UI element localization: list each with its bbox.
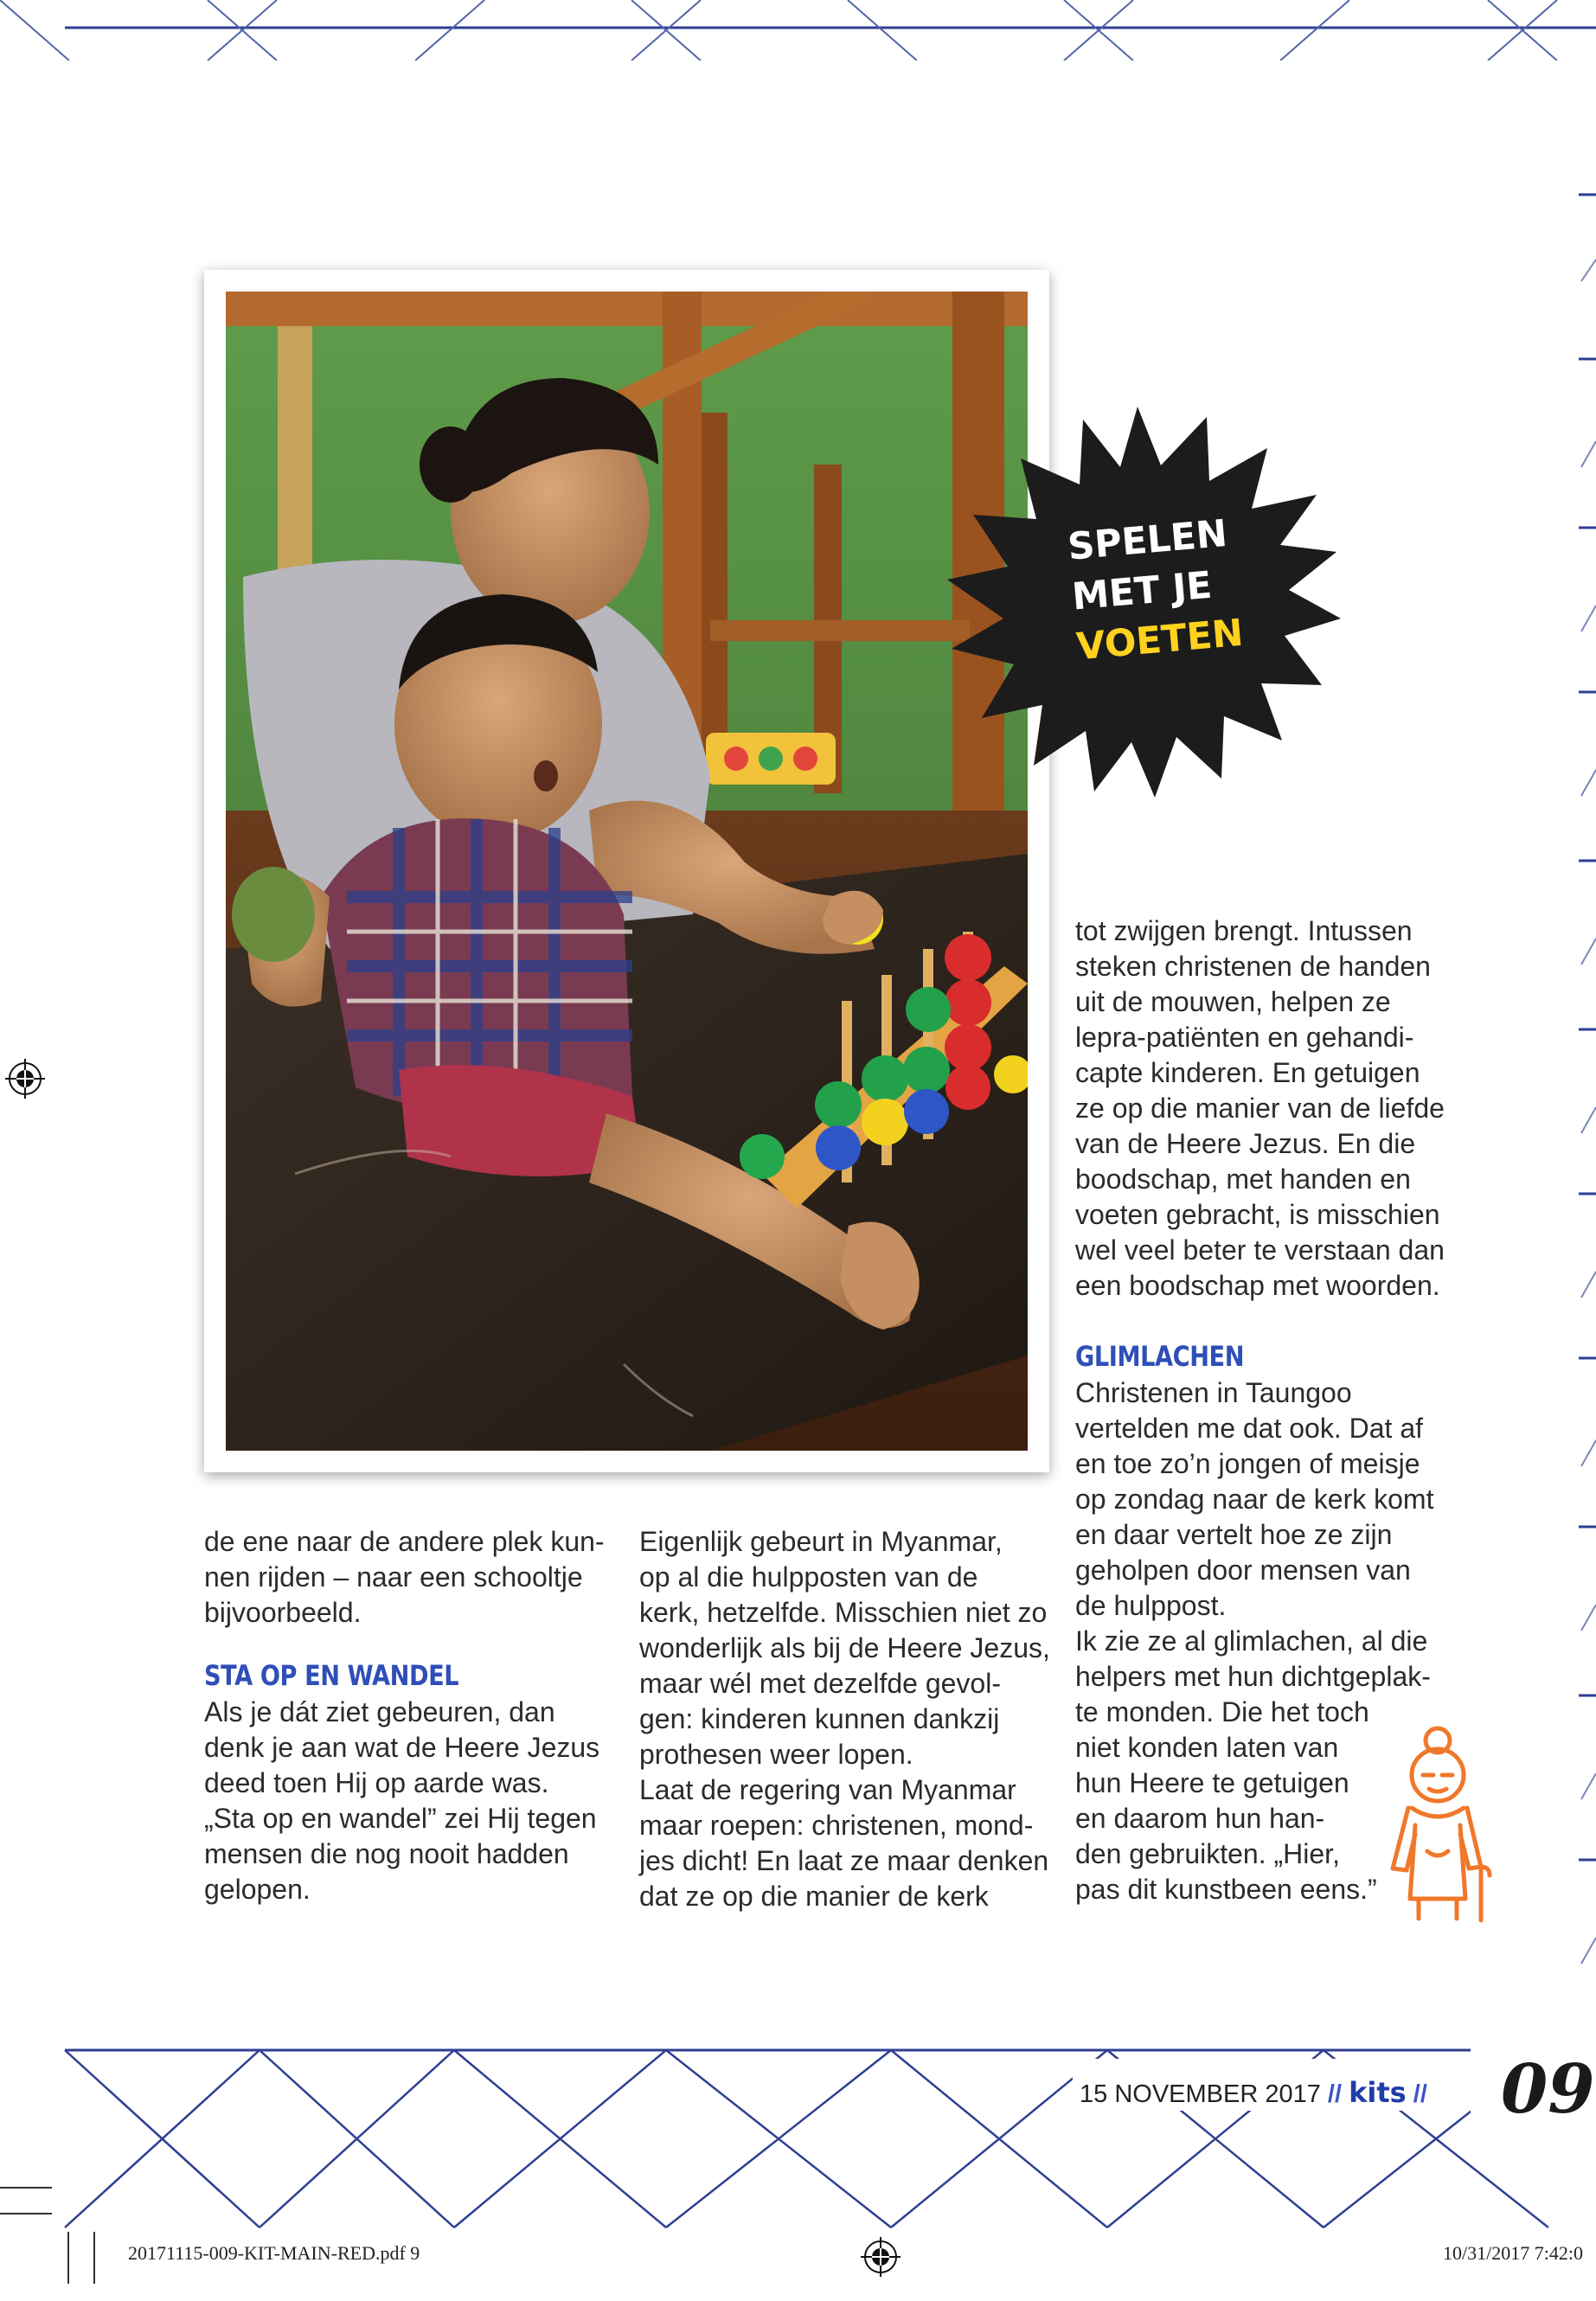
footer-separator-1: // [1327,2080,1343,2108]
text-column-3-top [1075,913,1508,1304]
bottom-pattern-band [0,2020,1596,2232]
badge-text [1066,504,1285,672]
col1-body: Als je dát ziet gebeuren, dan denk je aan wat de Heere Jezus deed toen Hij op aarde was. „Sta op en wandel” zei Hij tegen mensen die nog nooit hadden gelopen. [204,1696,600,1905]
registration-mark-icon [861,2237,901,2277]
printer-slug-timestamp: 10/31/2017 7:42:0 [1443,2242,1583,2264]
footer-brand: kits [1349,2076,1407,2109]
col3-top: tot zwijgen brengt. Intussen steken christenen de handen uit de mouwen, helpen ze lepra-patiënten en gehandi- capte kinderen. En getuigen ze op die manier van de liefde van de Heere Jezus. En die boodschap, met handen en voeten gebracht, is misschien wel veel beter te verstaan dan een boodschap met woorden. [1075,915,1445,1301]
text-column-2 [639,1524,1054,1914]
badge-line-2: MET JE [1070,563,1214,619]
crop-mark-v2 [93,2232,95,2284]
registration-mark-icon [5,1059,45,1099]
grandma-with-cane-icon [1375,1721,1501,1925]
photo-frame [204,270,1049,1472]
right-pattern-strip [1557,61,1596,2020]
footer-separator-2: // [1413,2080,1427,2108]
col3-body: Christenen in Taungoo vertelden me dat ook. Dat af en toe zo’n jongen of meisje op zondag naar de kerk komt en daar vertelt hoe ze zijn geholpen door mensen van de hulppost. Ik zie ze al glimlachen, al die helpers met hun dichtgeplak- te monden. Die het toch niet konden laten van hun Heere te getuigen en daarom hun han- den gebruikten. „Hier, pas dit kunstbeen eens.” [1075,1377,1434,1905]
crop-mark-h1 [0,2187,52,2189]
heading-sta-op-en-wandel: STA OP EN WANDEL [204,1659,459,1692]
col2-body: Eigenlijk gebeurt in Myanmar, op al die hulpposten van de kerk, hetzelfde. Misschien niet zo wonderlijk als bij de Heere Jezus, maar wél met dezelfde gevol- gen: kinderen kunnen dankzij prothesen weer lopen. Laat de regering van Myanmar maar roepen: christenen, mond- jes dicht! En laat ze maar denken dat ze op die manier de kerk [639,1526,1050,1912]
top-pattern-band [0,0,1596,61]
photo-illustration [226,292,1028,1451]
heading-glimlachen: GLIMLACHEN [1075,1340,1245,1373]
page-number: 09 [1501,2050,1595,2129]
footer-date-line [1080,2076,1427,2109]
badge-line-1: SPELEN [1066,511,1229,569]
photo-child-playing-with-feet [226,292,1028,1451]
col1-intro: de ene naar de andere plek kun- nen rijden – naar een schooltje bijvoorbeeld. [204,1526,605,1628]
crop-mark-v1 [67,2232,69,2284]
badge-line-3: VOETEN [1074,611,1246,670]
printer-slug-filename: 20171115-009-KIT-MAIN-RED.pdf 9 [128,2242,420,2264]
footer-date: 15 NOVEMBER 2017 [1080,2080,1321,2108]
crop-mark-h2 [0,2213,52,2214]
text-column-1 [204,1524,619,1907]
